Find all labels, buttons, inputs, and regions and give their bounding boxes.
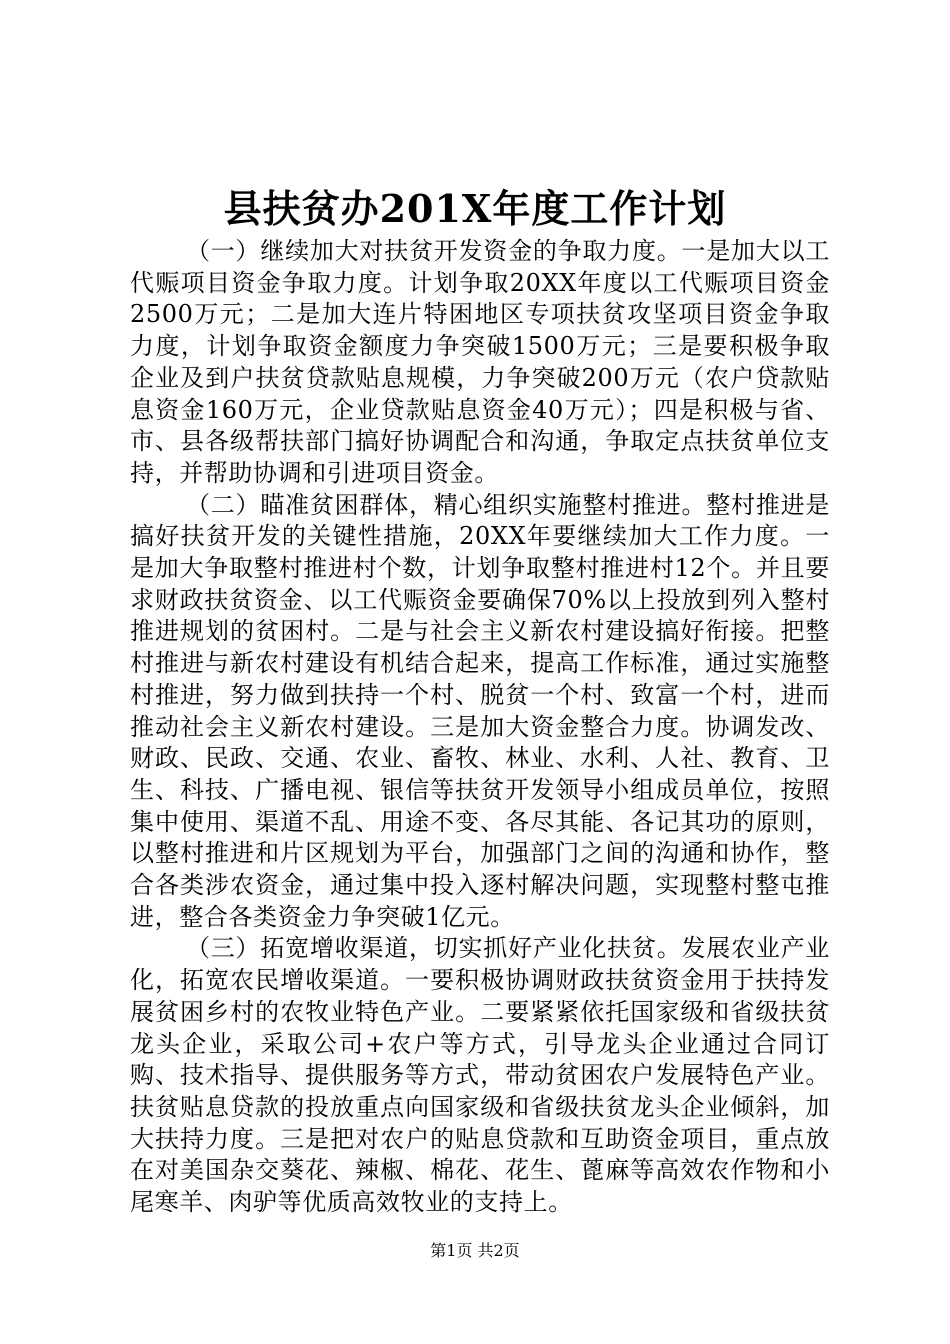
document-body xyxy=(130,236,830,1219)
paragraph-3: （三）拓宽增收渠道，切实抓好产业化扶贫。发展农业产业化，拓宽农民增收渠道。一要积极协调财政扶贫资金用于扶持发展贫困乡村的农牧业特色产业。二要紧紧依托国家级和省级扶贫龙头企业，采取公司+农户等方式，引导龙头企业通过合同订购、技术指导、提供服务等方式，带动贫困农户发展特色产业。扶贫贴息贷款的投放重点向国家级和省级扶贫龙头企业倾斜，加大扶持力度。三是把对农户的贴息贷款和互助资金项目，重点放在对美国杂交葵花、辣椒、棉花、花生、蓖麻等高效农作物和小尾寒羊、肉驴等优质高效牧业的支持上。 xyxy=(130,934,830,1217)
page-number-footer: 第1页 共2页 xyxy=(430,1241,520,1260)
paragraph-2: （二）瞄准贫困群体，精心组织实施整村推进。整村推进是搞好扶贫开发的关键性措施，20XX年要继续加大工作力度。一是加大争取整村推进村个数，计划争取整村推进村12个。并且要求财政扶贫资金、以工代赈资金要确保70%以上投放到列入整村推进规划的贫困村。二是与社会主义新农村建设搞好衔接。把整村推进与新农村建设有机结合起来，提高工作标准，通过实施整村推进，努力做到扶持一个村、脱贫一个村、致富一个村，进而推动社会主义新农村建设。三是加大资金整合力度。协调发改、财政、民政、交通、农业、畜牧、林业、水利、人社、教育、卫生、科技、广播电视、银信等扶贫开发领导小组成员单位，按照集中使用、渠道不乱、用途不变、各尽其能、各记其功的原则，以整村推进和片区规划为平台，加强部门之间的沟通和协作，整合各类涉农资金，通过集中投入逐村解决问题，实现整村整屯推进，整合各类资金力争突破1亿元。 xyxy=(130,490,830,931)
paragraph-1: （一）继续加大对扶贫开发资金的争取力度。一是加大以工代赈项目资金争取力度。计划争取20XX年度以工代赈项目资金2500万元；二是加大连片特困地区专项扶贫攻坚项目资金争取力度，计划争取资金额度力争突破1500万元；三是要积极争取企业及到户扶贫贷款贴息规模，力争突破200万元（农户贷款贴息资金160万元，企业贷款贴息资金40万元）；四是积极与省、市、县各级帮扶部门搞好协调配合和沟通，争取定点扶贫单位支持，并帮助协调和引进项目资金。 xyxy=(130,237,830,487)
document-title: 县扶贫办201X年度工作计划 xyxy=(223,186,727,231)
